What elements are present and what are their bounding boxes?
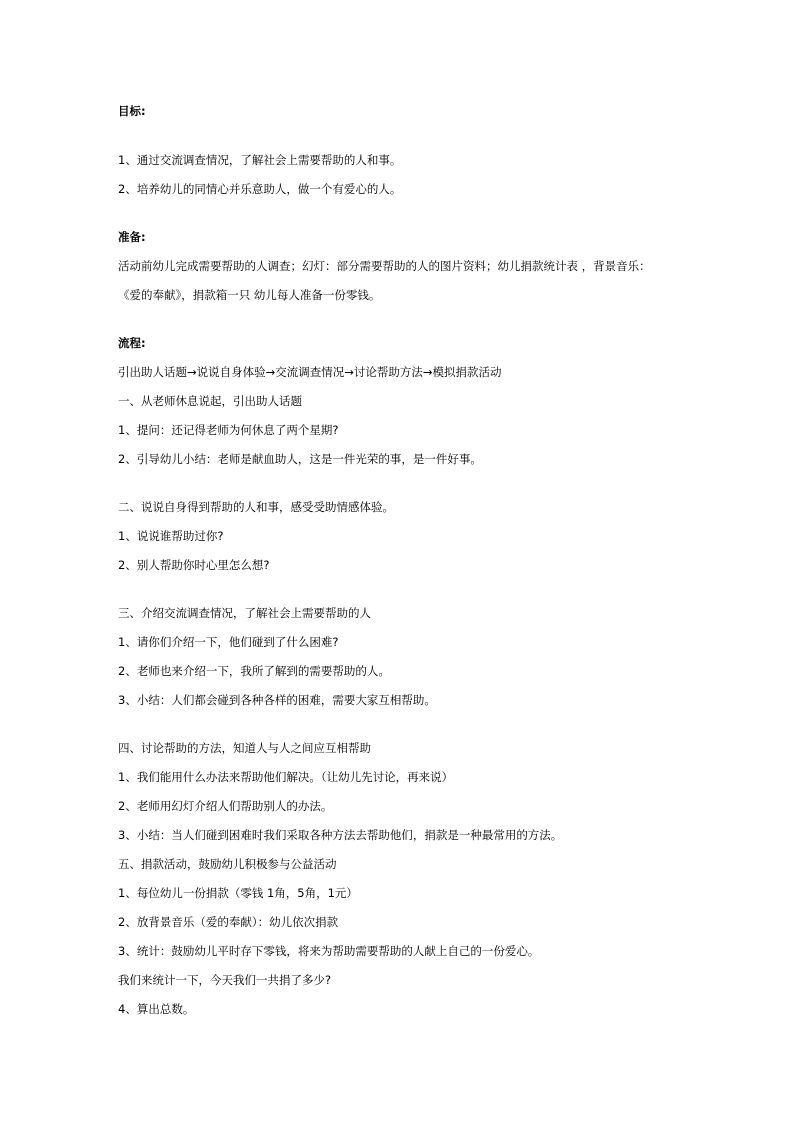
goal-item-2: 2、培养幼儿的同情心并乐意助人，做一个有爱心的人。 bbox=[118, 182, 402, 196]
section-1-item-2: 2、引导幼儿小结：老师是献血助人，这是一件光荣的事，是一件好事。 bbox=[118, 452, 482, 466]
prep-heading: 准备: bbox=[118, 230, 146, 244]
section-1-item-1: 1、提问：还记得老师为何休息了两个星期? bbox=[118, 423, 339, 437]
prep-line-1: 活动前幼儿完成需要帮助的人调查；幻灯：部分需要帮助的人的图片资料；幼儿捐款统计表 ，背景音乐： bbox=[118, 259, 651, 273]
section-3-title: 三、介绍交流调查情况，了解社会上需要帮助的人 bbox=[118, 606, 371, 620]
section-5-item-4: 我们来统计一下，今天我们一共捐了多少? bbox=[118, 973, 332, 987]
section-4-item-3: 3、小结：当人们碰到困难时我们采取各种方法去帮助他们，捐款是一种最常用的方法。 bbox=[118, 828, 563, 842]
section-3-item-1: 1、请你们介绍一下，他们碰到了什么困难? bbox=[118, 635, 339, 649]
section-2-item-2: 2、别人帮助你时心里怎么想? bbox=[118, 558, 270, 572]
section-4-item-2: 2、老师用幻灯介绍人们帮助别人的办法。 bbox=[118, 799, 333, 813]
process-flow: 引出助人话题→说说自身体验→交流调查情况→讨论帮助方法→模拟捐款活动 bbox=[118, 365, 502, 379]
section-5-item-1: 1、每位幼儿一份捐款（零钱 1角，5角，1元） bbox=[118, 886, 358, 900]
section-4-title: 四、讨论帮助的方法，知道人与人之间应互相帮助 bbox=[118, 741, 371, 755]
section-5-item-2: 2、放背景音乐（爱的奉献）：幼儿依次捐款 bbox=[118, 915, 339, 929]
section-3-item-2: 2、老师也来介绍一下，我所了解到的需要帮助的人。 bbox=[118, 664, 390, 678]
section-5-item-3: 3、统计：鼓励幼儿平时存下零钱，将来为帮助需要帮助的人献上自己的一份爱心。 bbox=[118, 944, 540, 958]
section-3-item-3: 3、小结：人们都会碰到各种各样的困难，需要大家互相帮助。 bbox=[118, 693, 436, 707]
section-1-title: 一、从老师休息说起，引出助人话题 bbox=[118, 394, 302, 408]
section-5-item-5: 4、算出总数。 bbox=[118, 1002, 195, 1016]
process-heading: 流程: bbox=[118, 336, 146, 350]
section-2-item-1: 1、说说谁帮助过你? bbox=[118, 529, 224, 543]
goal-item-1: 1、通过交流调查情况，了解社会上需要帮助的人和事。 bbox=[118, 153, 402, 167]
goals-heading: 目标: bbox=[118, 104, 146, 118]
section-5-title: 五、捐款活动，鼓励幼儿积极参与公益活动 bbox=[118, 857, 337, 871]
section-4-item-1: 1、我们能用什么办法来帮助他们解决。（让幼儿先讨论，再来说） bbox=[118, 770, 454, 784]
section-2-title: 二、说说自身得到帮助的人和事，感受受助情感体验。 bbox=[118, 500, 394, 514]
prep-line-2: 《爱的奉献》，捐款箱一只 幼儿每人准备一份零钱。 bbox=[118, 288, 381, 302]
